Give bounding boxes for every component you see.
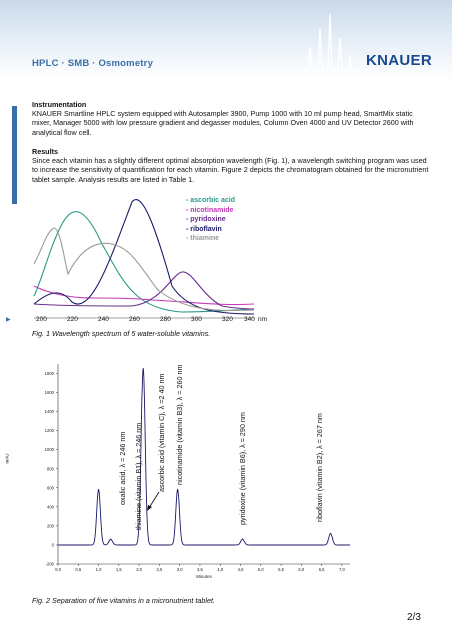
x-tick-label: 0,0 — [55, 567, 61, 572]
series-nicotinamide — [34, 286, 254, 305]
peak-point — [330, 533, 331, 534]
brand-tagline: HPLC · SMB · Osmometry — [32, 58, 154, 69]
arrow-right-icon: ▶ — [6, 317, 11, 323]
legend-thiamine: - thiamine — [186, 235, 220, 242]
chromatogram-trace — [58, 369, 350, 545]
peak-label: oxalic acid, λ = 246 nm — [118, 431, 127, 505]
y-tick-label: 200 — [47, 523, 54, 529]
page-number: 2/3 — [407, 612, 421, 623]
peak-point — [98, 489, 99, 490]
peak-label: nicotinamide (vitamin B3), λ = 260 nm — [175, 364, 184, 485]
x-tick-label: 5,5 — [278, 567, 284, 572]
x-tick-label: 1,0 — [95, 567, 102, 572]
x-tick: 260 — [129, 316, 140, 323]
series-pyridoxine — [34, 272, 254, 309]
y-tick-label: 1800 — [44, 371, 54, 377]
x-tick-label: 6,0 — [298, 567, 305, 572]
y-tick-label: 1200 — [44, 428, 54, 434]
x-tick: 320 — [222, 316, 233, 323]
instrumentation-section — [32, 100, 430, 137]
side-accent-bar — [12, 106, 17, 204]
fig2-caption: Fig. 2 Separation of five vitamins in a micronutrient tablet. — [32, 596, 215, 605]
x-tick-label: 7,0 — [338, 567, 345, 572]
legend-pyridoxine: - pyridoxine — [186, 216, 226, 223]
fig1-spectrum-chart — [32, 194, 272, 329]
y-tick-label: 1000 — [44, 447, 54, 453]
fig1-caption: Fig. 1 Wavelength spectrum of 5 water-soluble vitamins. — [32, 329, 211, 338]
results-body: Since each vitamin has a slightly different optimal absorption wavelength (Fig. 1), a wavelength switching program was used to increase the sensitivity of quantification for each vitamin. Figure 2 depicts the chromatogram obtained for the micronutrient tablet sample. Analysis results are listed in Table 1. — [32, 156, 429, 184]
results-section — [32, 147, 430, 184]
x-tick-label: 5,0 — [257, 567, 264, 572]
x-tick-label: 3,5 — [197, 567, 203, 572]
peak-label: riboflavin (vitamin B2), λ = 267 nm — [315, 413, 324, 522]
results-heading: Results — [32, 147, 58, 156]
fig2-chromatogram — [28, 356, 358, 586]
y-tick-label: 800 — [47, 466, 54, 472]
x-tick: 200 — [36, 316, 47, 323]
x-tick: 300 — [191, 316, 202, 323]
instrumentation-body: KNAUER Smartline HPLC system equipped with Autosampler 3900, Pump 1000 with 10 ml pump head, SmartMix static mixer, Manager 5000 with low pressure gradient and degasser modules, Column Oven 4000 and UV Detector 2600 with analytical flow cell. — [32, 109, 414, 137]
instrumentation-heading: Instrumentation — [32, 100, 87, 109]
x-tick-label: 3,0 — [176, 567, 183, 572]
x-axis-label: Minutes — [196, 574, 212, 579]
y-tick-label: 600 — [47, 485, 54, 491]
x-tick: 340 — [244, 316, 255, 323]
x-tick-label: 1,5 — [115, 567, 122, 572]
x-tick-label: 2,5 — [156, 567, 163, 572]
arrow-icon — [145, 490, 161, 512]
legend-nicotinamide: - nicotinamide — [186, 206, 234, 214]
legend-ascorbic-acid: - ascorbic acid — [186, 197, 236, 204]
x-tick-label: 6,5 — [318, 567, 325, 572]
fig2-y-axis-label: mAU — [4, 453, 10, 464]
peak-label: thiamine (vitamin B1), λ = 246 nm — [134, 422, 143, 530]
y-tick-label: 400 — [47, 504, 54, 510]
x-tick-label: 4,5 — [237, 567, 244, 572]
x-tick: 220 — [67, 316, 78, 323]
fig1-legend — [186, 196, 235, 244]
peak-point — [143, 368, 144, 369]
legend-riboflavin: - riboflavin — [186, 225, 222, 233]
peak-point — [177, 489, 178, 490]
x-axis-unit: nm — [258, 316, 268, 323]
y-tick-label: -200 — [45, 561, 54, 567]
knauer-logo: KNAUER — [366, 52, 432, 69]
y-tick-label: 0 — [51, 542, 54, 548]
x-tick-label: 2,0 — [136, 567, 143, 572]
chromatogram-decoration — [300, 8, 370, 72]
y-tick-label: 1400 — [44, 409, 54, 415]
x-tick-label: 0,5 — [75, 567, 82, 572]
x-tick: 280 — [160, 316, 171, 323]
peak-label: ascorbic acid (vitamin C), λ =2 40 nm — [157, 373, 166, 492]
y-tick-label: 1600 — [44, 390, 54, 396]
peak-label: pyridoxine (vitamin B6), λ = 290 nm — [238, 412, 247, 525]
x-tick-label: 4,0 — [217, 567, 224, 572]
peak-point — [242, 539, 243, 540]
peak-point — [110, 539, 111, 540]
x-tick: 240 — [98, 316, 109, 323]
